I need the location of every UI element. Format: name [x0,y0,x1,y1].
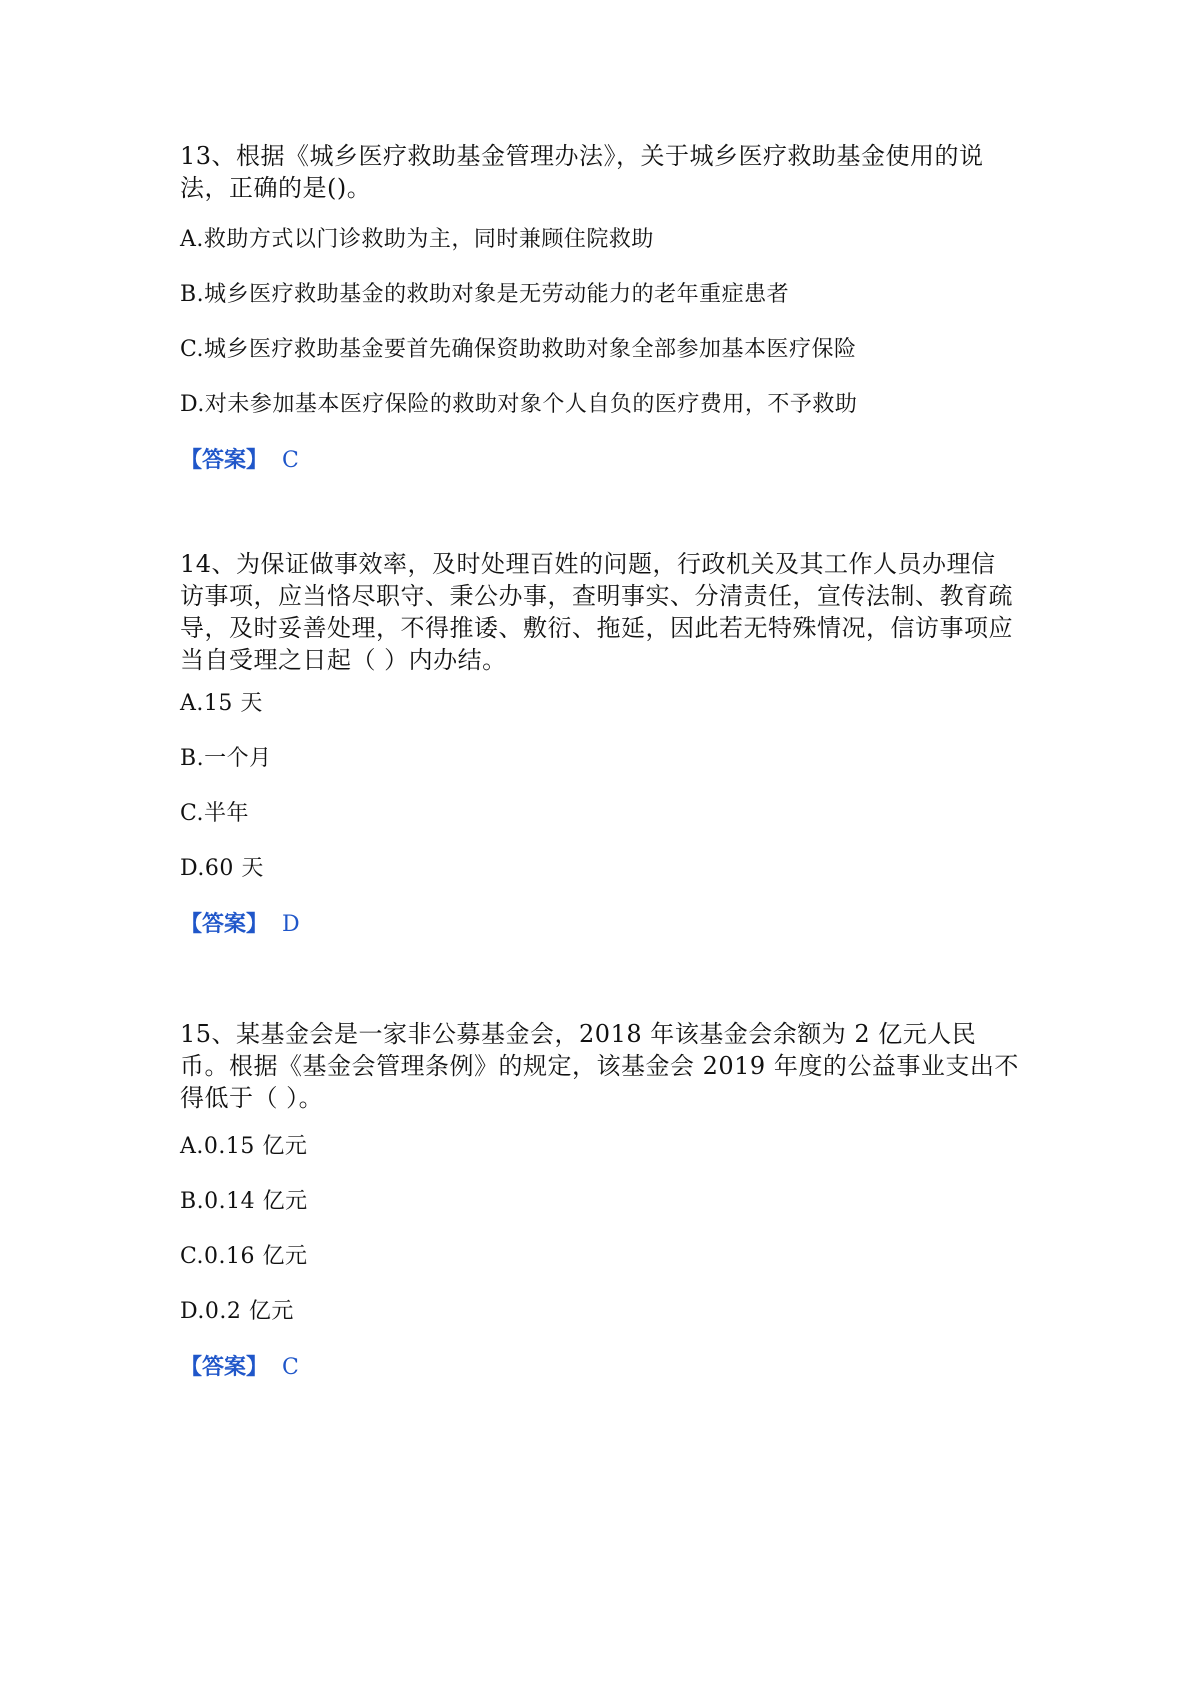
option-a: A.0.15 亿元 [180,1134,308,1159]
option-d: D.60 天 [180,856,264,881]
option-c: C.半年 [180,801,250,826]
answer-label: 【答案】 [180,1354,269,1380]
answer-line [180,910,300,939]
answer-label: 【答案】 [180,447,269,473]
question-stem: 14、为保证做事效率，及时处理百姓的问题，行政机关及其工作人员办理信访事项，应当恪尽职守、秉公办事，查明事实、分清责任，宣传法制、教育疏导，及时妥善处理，不得推诿、敷衍、拖延，因此若无特殊情况，信访事项应当自受理之日起（ ）内办结。 [180,550,1013,674]
answer-value: D [282,912,300,937]
option-b: B.0.14 亿元 [180,1189,308,1214]
option-a: A.15 天 [180,691,263,716]
question-stem: 13、根据《城乡医疗救助基金管理办法》，关于城乡医疗救助基金使用的说法，正确的是()。 [180,142,984,202]
answer-line [180,446,299,475]
option-b: B.一个月 [180,746,272,771]
option-c: C.0.16 亿元 [180,1244,308,1269]
question-13 [180,140,1020,473]
option-d: D.0.2 亿元 [180,1299,294,1324]
option-c: C.城乡医疗救助基金要首先确保资助救助对象全部参加基本医疗保险 [180,337,857,362]
answer-value: C [282,1355,299,1380]
option-b: B.城乡医疗救助基金的救助对象是无劳动能力的老年重症患者 [180,282,790,307]
answer-label: 【答案】 [180,911,269,937]
option-a: A.救助方式以门诊救助为主，同时兼顾住院救助 [180,227,654,252]
question-stem: 15、某基金会是一家非公募基金会，2018 年该基金会余额为 2 亿元人民币。根据《基金会管理条例》的规定，该基金会 2019 年度的公益事业支出不得低于（ ）。 [180,1020,1019,1112]
question-15 [180,1018,1020,1380]
question-14 [180,548,1020,937]
answer-value: C [282,448,299,473]
option-d: D.对未参加基本医疗保险的救助对象个人自负的医疗费用，不予救助 [180,392,858,417]
answer-line [180,1353,299,1382]
